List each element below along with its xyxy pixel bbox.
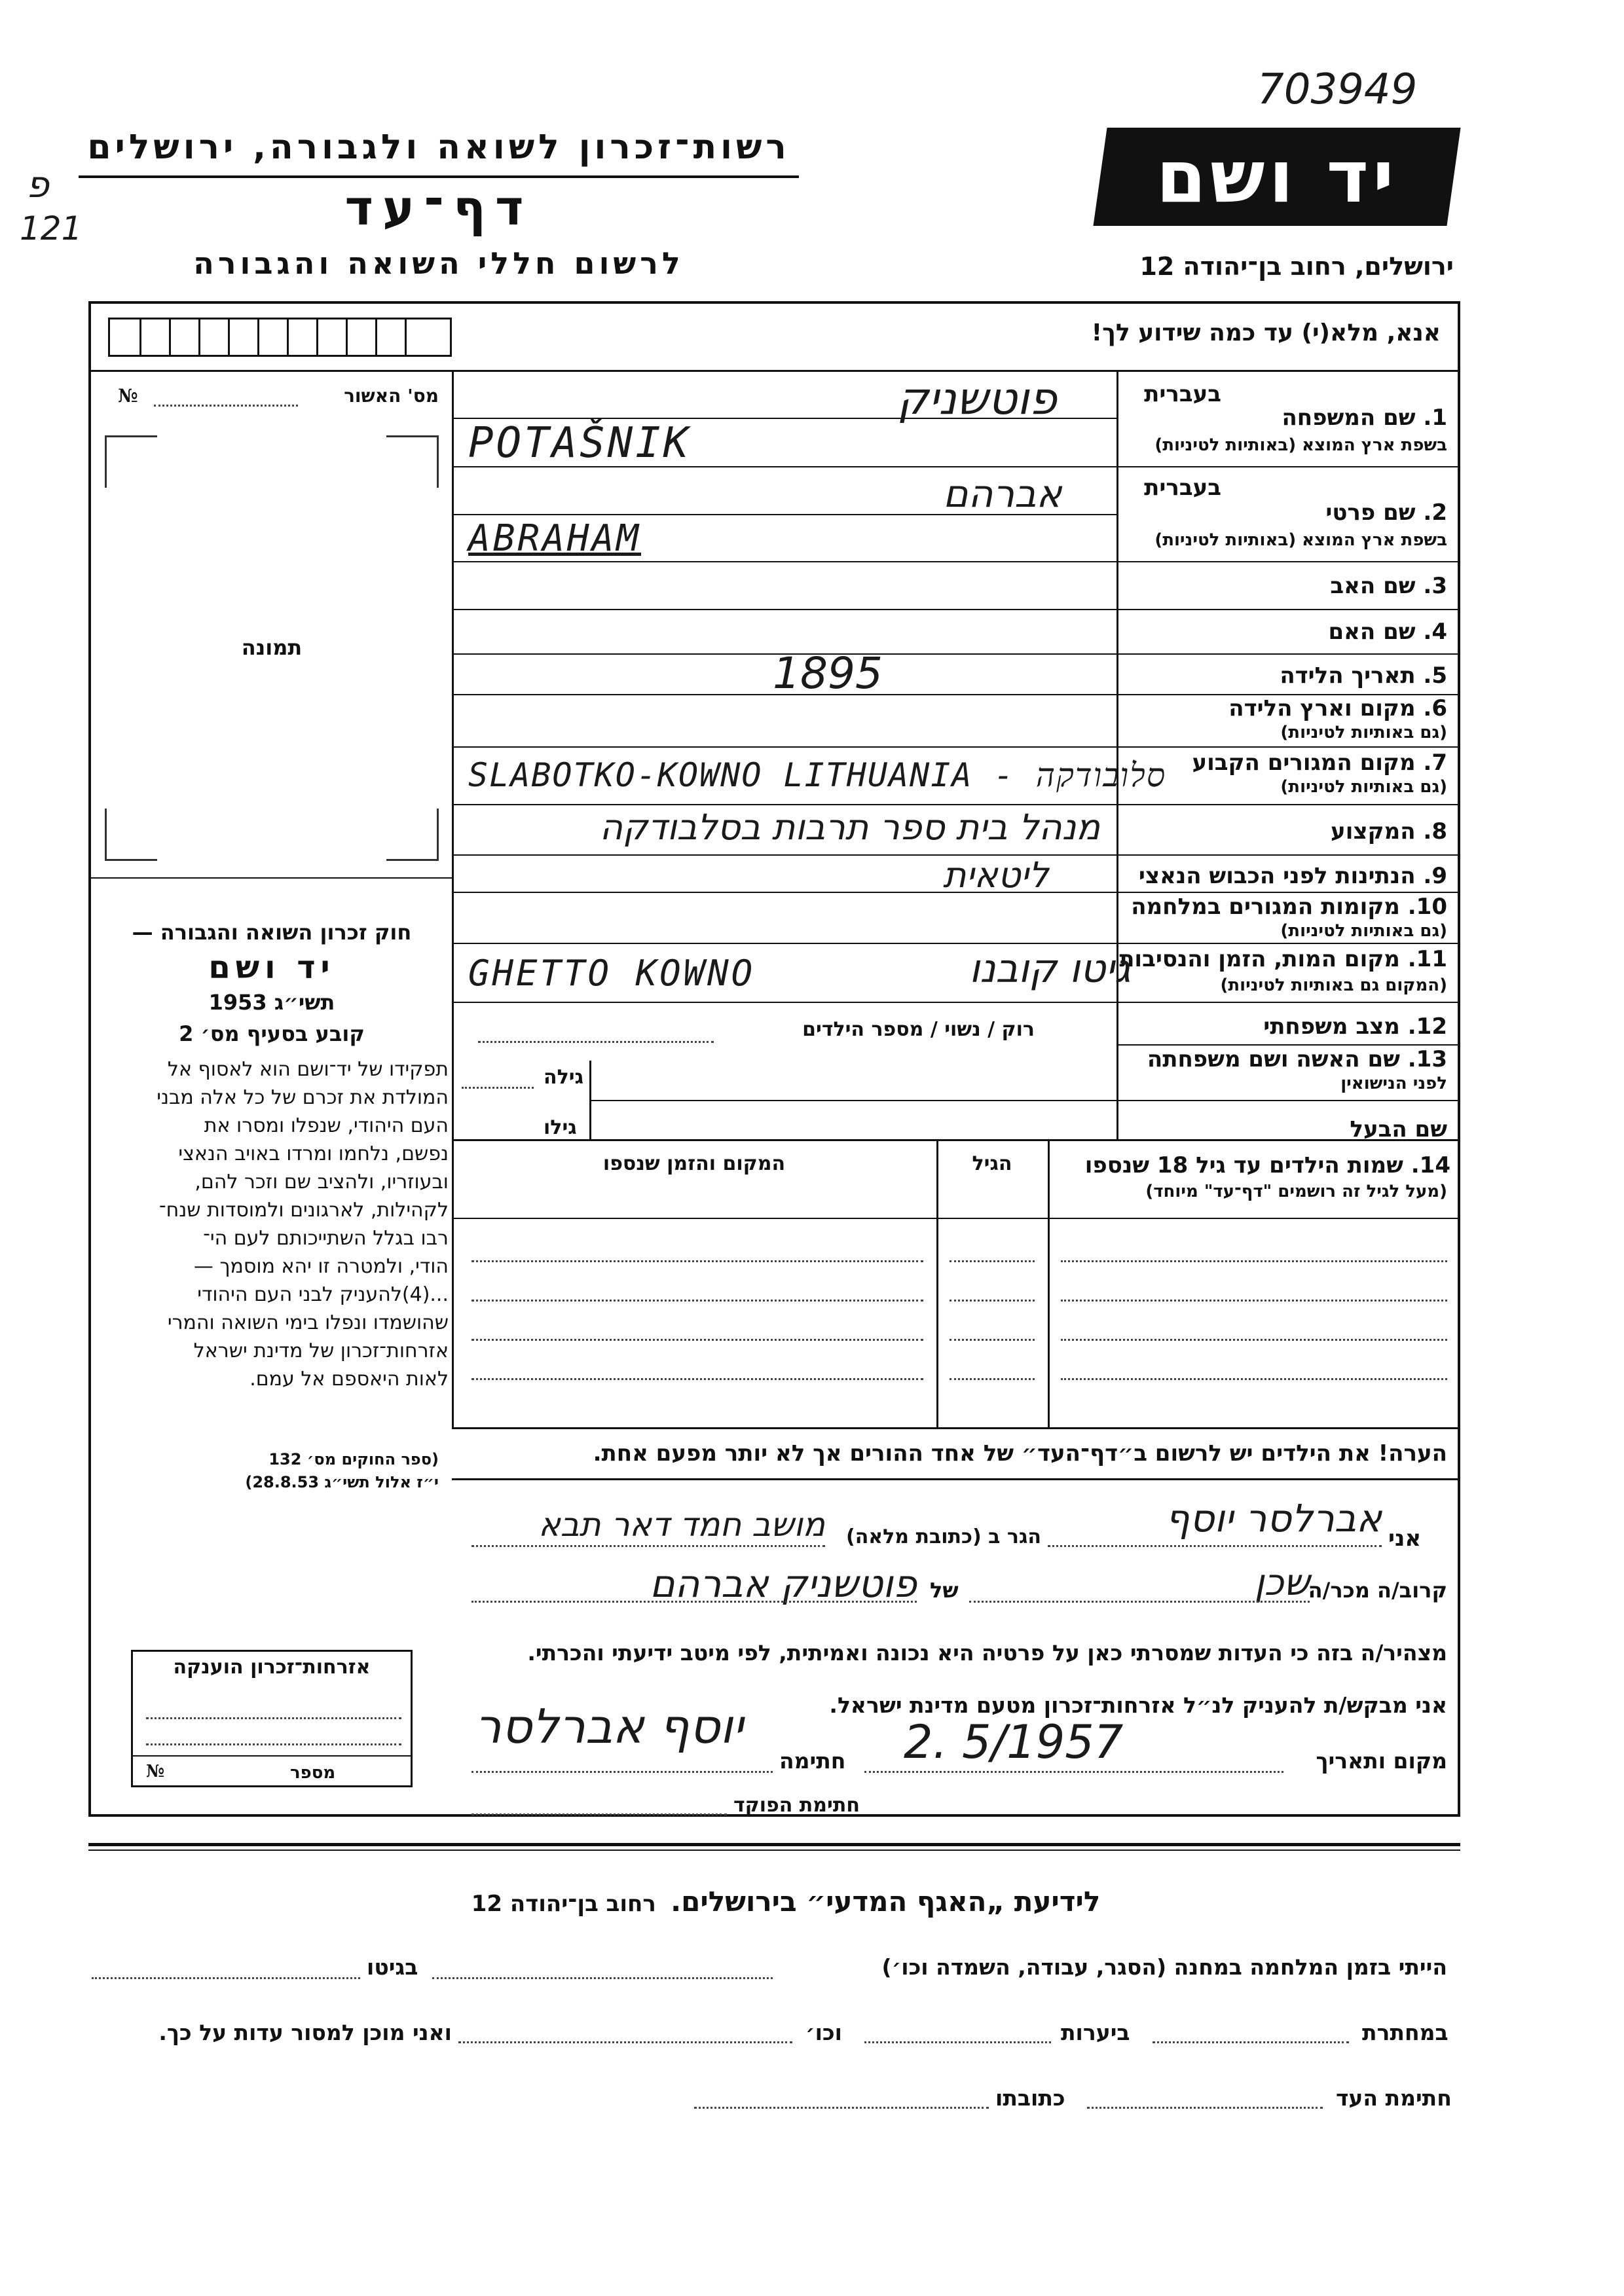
photo-label: תמונה: [241, 635, 303, 660]
photo-placeholder: [105, 435, 439, 861]
husband-age-label: גילו: [544, 1116, 577, 1139]
bottom-line1-b: בגיטו: [367, 1954, 418, 1980]
margin-note-number: 121: [20, 210, 83, 247]
org-name: רשות־זכרון לשואה ולגבורה, ירושלים: [87, 128, 790, 167]
bottom-line3-b: כתובתו: [995, 2085, 1065, 2111]
bottom-line3-a: חתימת העד: [1336, 2085, 1452, 2111]
request-text: אני מבקש/ת להעניק לנ״ל אזרחות־זכרון מטעם מדינת ישראל.: [829, 1692, 1447, 1718]
law-year-heb: תשי״ג: [274, 990, 335, 1015]
law-year: 1953: [208, 990, 267, 1015]
field-1-label: 1. שם המשפחה: [1282, 405, 1447, 431]
bottom-title: לידיעת „האגף המדעי״ בירושלים.: [671, 1886, 1101, 1918]
field-2-label: 2. שם פרטי: [1325, 500, 1447, 526]
declarant-lives-label: הגר ב (כתובת מלאה): [845, 1525, 1041, 1548]
death-place-hebrew: גיטו קובנו: [969, 946, 1131, 992]
citizenship-box: [131, 1650, 413, 1787]
law-text: תפקידו של יד־ושם הוא לאסוף אל המולדת את זכרם של כל אלה מבני העם היהודי, שנפלו ומסרו את נפשם, נלחמו ומרדו באויב הנאצי ובעוזריו, ולהציב שם וזכר להם, לקהילות, לארגונים ולמוסדות שנח־ רבו בגלל השתייכותם לעם הי־ הודי, ולמטרה זו יהא מוסמך — ...(4)להעניק לבני העם היהודי שהושמדו ונפלו בימי השואה והמרי אזרחות־זכרון של מדינת ישראל לאות היאספם אל עמם.: [157, 1058, 449, 1391]
field-13-label: 13. שם האשה ושם משפחתה: [1147, 1046, 1447, 1072]
archive-number: 703949: [1257, 65, 1418, 114]
field-5-label: 5. תאריך הלידה: [1280, 663, 1447, 689]
declaration-text: מצהיר/ה בזה כי העדות שמסרתי כאן על פרטיה היא נכונה ואמיתית, לפי מיטב ידיעתי והכרתי.: [527, 1640, 1447, 1666]
relation-value: שכן: [1254, 1561, 1310, 1604]
given-name-latin: ABRAHAM: [468, 517, 642, 560]
law-ref-1: (ספר החוקים מס׳ 132: [268, 1450, 439, 1468]
declarant-address: מושב חמד דאר תבא: [538, 1506, 825, 1544]
field-11-label: 11. מקום המות, הזמן והנסיבות: [1119, 946, 1447, 972]
field-12-label: 12. מצב משפחתי: [1263, 1013, 1447, 1040]
field-10-label: 10. מקומות המגורים במלחמה: [1131, 894, 1447, 920]
field-10-sub: (גם באותיות לטיניות): [1280, 921, 1447, 941]
law-title: חוק זכרון השואה והגבורה —: [132, 920, 412, 945]
given-name-hebrew: אברהם: [943, 471, 1062, 516]
citizenship-box-title: אזרחות־זכרון הוענקה: [173, 1656, 371, 1679]
field-6-sub: (גם באותיות לטיניות): [1280, 723, 1447, 742]
bottom-line2-a: במחתרת: [1362, 2020, 1449, 2045]
law-section: קובע בסעיף מס׳ 2: [179, 1021, 365, 1046]
form-title: דף־עד: [344, 180, 533, 236]
occupation-value: מנהל בית ספר תרבות בסלבודקה: [599, 807, 1100, 848]
org-underline: [79, 175, 799, 178]
label-column-divider: [1116, 370, 1118, 1139]
of-name: פוטשניק אברהם: [650, 1561, 917, 1606]
address: ירושלים, רחוב בן־יהודה 12: [1139, 252, 1454, 281]
children-note: הערה! את הילדים יש לרשום ב״דף־העד״ של אחד ההורים אך לא יותר מפעם אחת.: [593, 1440, 1447, 1467]
form-subtitle: לרשום חללי השואה והגבורה: [193, 246, 684, 281]
field-6-label: 6. מקום וארץ הלידה: [1228, 695, 1447, 721]
signature-value: יוסף אברלסר: [474, 1699, 744, 1754]
field-2-lang: בעברית: [1144, 475, 1221, 501]
logo-text: יד ושם: [1156, 135, 1398, 219]
field-2-sub: בשפת ארץ המוצא (באותיות לטיניות): [1154, 530, 1447, 550]
residence-value: SLABOTKO-KOWNO LITHUANIA - סלובודקה: [468, 756, 1167, 794]
law-year-row: [105, 990, 439, 1015]
field-7-label: 7. מקום המגורים הקבוע: [1192, 750, 1447, 776]
cert-number-mark: №: [118, 385, 138, 407]
cert-number-label: מס' האשור: [344, 385, 439, 407]
law-ref-2: י״ז אלול תשי״ג 28.8.53): [245, 1473, 439, 1491]
field-13-sub: לפני הנישואין: [1340, 1074, 1447, 1093]
signature-label: חתימה: [779, 1748, 846, 1774]
instructions: אנא, מלא(י) עד כמה שידוע לך!: [1091, 319, 1441, 346]
field-9-label: 9. הנתינות לפני הכבוש הנאצי: [1138, 863, 1447, 889]
date-value: 2. 5/1957: [904, 1715, 1124, 1769]
bottom-line1-a: הייתי בזמן המלחמה במחנה (הסגר, עבודה, השמדה וכו׳): [881, 1954, 1447, 1980]
yad-vashem-logo: [1093, 128, 1460, 226]
wife-age-label: גילה: [544, 1066, 583, 1089]
declarant-name: אברלסר יוסף: [1165, 1496, 1382, 1540]
bottom-title-row: [393, 1886, 1179, 1918]
of-label: של: [930, 1578, 959, 1603]
official-signature-label: חתימת הפוקד: [733, 1794, 860, 1817]
field-1-lang: בעברית: [1144, 381, 1221, 407]
bottom-line2-c: וכו׳: [805, 2020, 842, 2045]
field-4-label: 4. שם האם: [1328, 619, 1447, 645]
field-11-sub: (המקום גם באותיות לטיניות): [1220, 975, 1447, 995]
citizenship-number-mark: №: [146, 1762, 165, 1781]
declarant-i-label: אני: [1388, 1525, 1422, 1552]
surname-hebrew: פוטשניק: [897, 373, 1057, 425]
field-3-label: 3. שם האב: [1330, 573, 1447, 599]
code-boxes: [108, 318, 452, 357]
relation-label: קרוב/ה מכר/ה: [1308, 1578, 1447, 1603]
date-label: מקום ותאריך: [1316, 1748, 1447, 1774]
death-place-latin: GHETTO KOWNO: [468, 953, 756, 994]
field-1-sub: בשפת ארץ המוצא (באותיות לטיניות): [1154, 435, 1447, 455]
children-age-header: הגיל: [972, 1152, 1012, 1175]
surname-latin: POTAŠNIK: [468, 419, 692, 467]
bottom-line2-d: ואני מוכן למסור עדות על כך.: [158, 2020, 452, 2045]
birth-date-value: 1895: [773, 648, 883, 699]
citizenship-number-label: מספר: [290, 1763, 336, 1783]
children-place-header: המקום והזמן שנספו: [602, 1152, 786, 1175]
children-sub: (מעל לגיל זה רושמים "דף־עד" מיוחד): [1145, 1182, 1447, 1201]
left-panel-divider: [452, 370, 454, 1139]
bottom-line2-b: ביערות: [1061, 2020, 1130, 2045]
margin-note-letter: פ: [26, 164, 49, 206]
field-7-sub: (גם באותיות לטיניות): [1280, 777, 1447, 797]
law-name: יד ושם: [208, 949, 335, 986]
husband-name-label: שם הבעל: [1350, 1116, 1447, 1142]
marital-options: רוק / נשוי / מספר הילדים: [802, 1018, 1035, 1041]
children-label: 14. שמות הילדים עד גיל 18 שנספו: [1084, 1152, 1450, 1178]
field-8-label: 8. המקצוע: [1331, 818, 1447, 845]
nationality-value: ליטאית: [943, 854, 1049, 896]
bottom-address: רחוב בן־יהודה 12: [471, 1891, 656, 1917]
